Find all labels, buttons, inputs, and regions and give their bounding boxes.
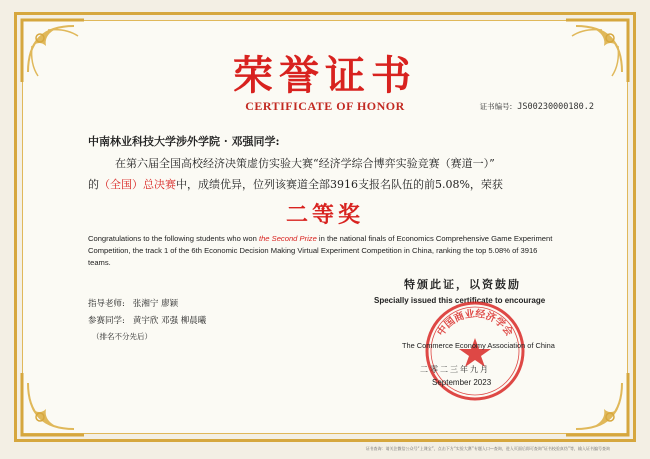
certificate-subtitle: CERTIFICATE OF HONOR bbox=[245, 99, 405, 113]
participants-line bbox=[88, 314, 206, 326]
certificate-number-value: JS00230000180.2 bbox=[517, 102, 594, 112]
advisor-label: 指导老师: bbox=[88, 299, 125, 309]
advisor-names: 张湘宁 廖颖 bbox=[132, 299, 179, 309]
certificate-title: 荣誉证书 bbox=[233, 52, 417, 99]
recipient-line: 中南林业科技大学涉外学院 · 邓强同学: bbox=[88, 135, 280, 148]
corner-ornament-icon bbox=[18, 369, 108, 439]
corner-ornament-icon bbox=[542, 369, 632, 439]
seal-text: 中国商业经济学会 bbox=[435, 308, 515, 339]
issued-statement-en: Specially issued this certificate to encourage bbox=[374, 296, 546, 305]
body-line2-suffix: 中，成绩优异，位列该赛道全部3916支报名队伍的前5.08%，荣获 bbox=[176, 178, 503, 191]
participants-names: 黄宇欣 邓强 柳晨曦 bbox=[132, 316, 207, 326]
issued-statement-cn: 特颁此证，以资鼓励 bbox=[404, 278, 521, 291]
prize-title: 二等奖 bbox=[285, 202, 364, 228]
english-prize-highlight: the Second Prize bbox=[258, 234, 317, 243]
official-seal-icon bbox=[420, 296, 530, 406]
english-after: in the national finals of Economics Comprehensive Game Experiment Competition, the track 1 of the 6th Economic Decision Making Virtual Experiment Competition in China, ranking the top 5.08% of 3916 teams. bbox=[88, 234, 553, 267]
issue-date-cn: 二零二三年九月 bbox=[420, 365, 490, 374]
english-before: Congratulations to the following students who won bbox=[88, 234, 259, 243]
certificate-number-label: 证书编号: bbox=[479, 102, 513, 111]
body-line2-prefix: 的 bbox=[88, 178, 99, 191]
english-citation bbox=[88, 233, 558, 269]
participants-label: 参赛同学: bbox=[88, 316, 125, 326]
final-round-highlight: （全国）总决赛 bbox=[99, 178, 176, 191]
certificate-number bbox=[480, 101, 594, 112]
order-note: （排名不分先后） bbox=[92, 332, 152, 341]
footer-verification-note: 证书查询：请关注微信公众号“上课宝”，点击下方“实验大赛”专题入口—查询，进入页面后即可查询“证书校验真伪”等，输入证书编号查询 bbox=[365, 446, 610, 451]
issue-date-en: September 2023 bbox=[432, 378, 492, 387]
issuing-organization: The Commerce Economy Association of China bbox=[402, 341, 555, 350]
body-text-line-1: 在第六届全国高校经济决策虚仿实验大赛“经济学综合博弈实验竞赛（赛道一）” bbox=[115, 157, 495, 170]
body-text-line-2 bbox=[88, 176, 588, 192]
advisor-line bbox=[88, 297, 178, 309]
